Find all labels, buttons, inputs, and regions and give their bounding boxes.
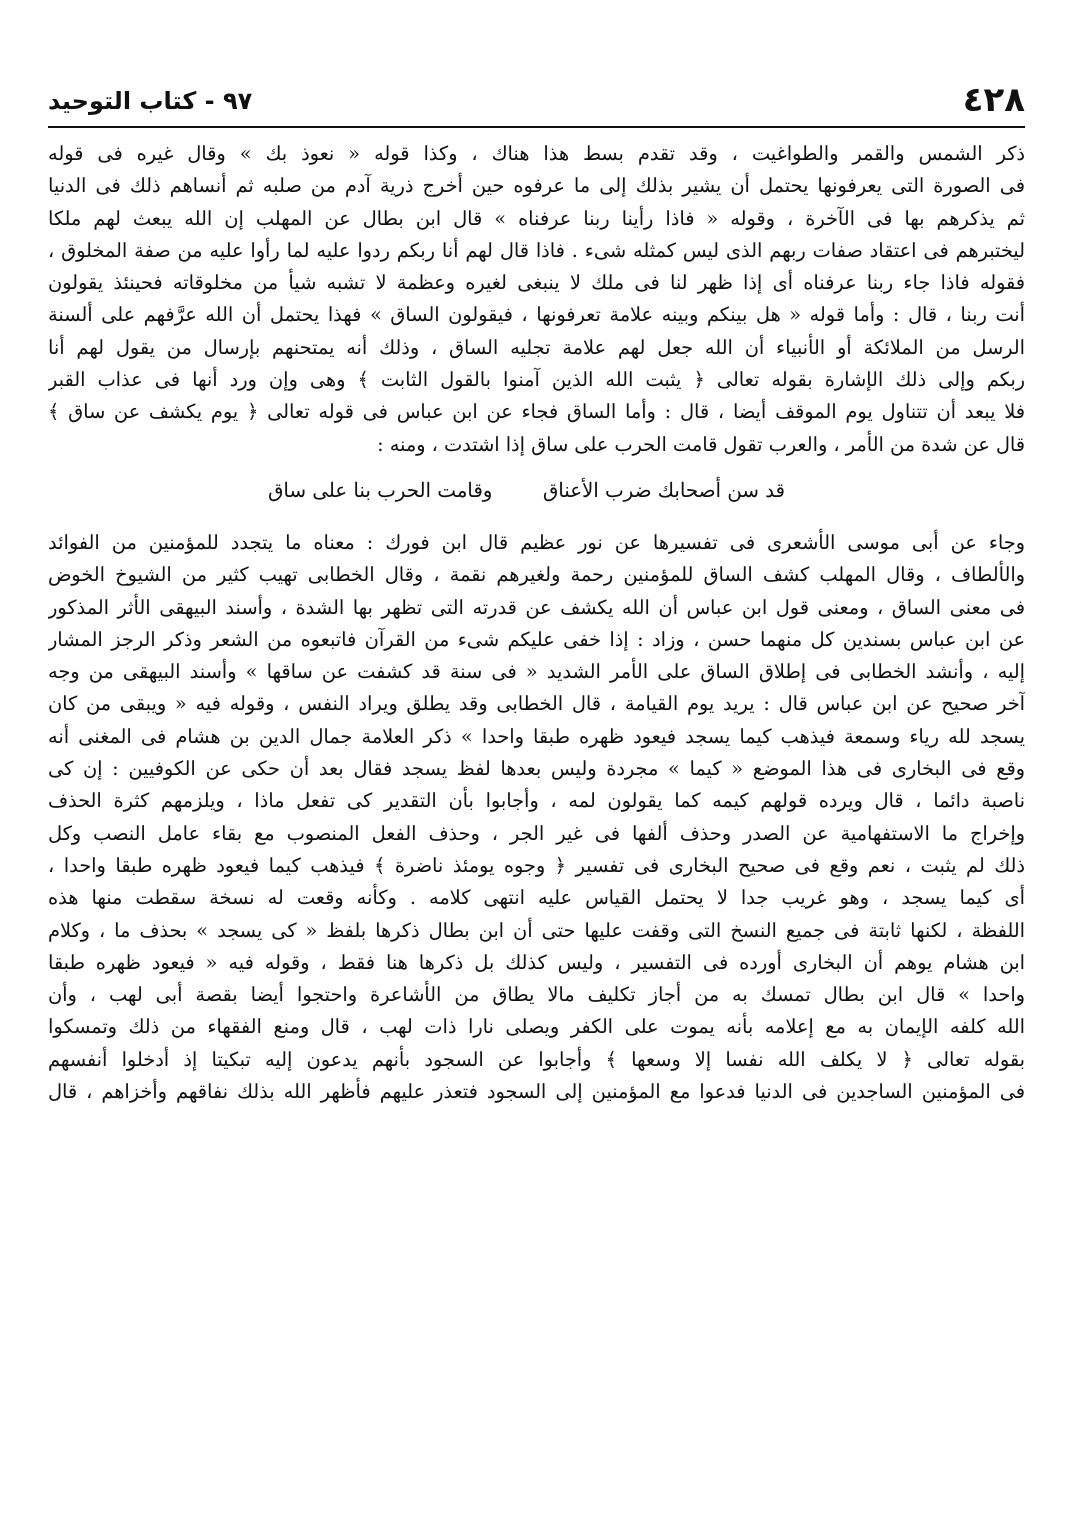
text-line: ربكم وإلى ذلك الإشارة بقوله تعالى ﴿ يثبت الله الذين آمنوا بالقول الثابت ﴾ وهى وإن ورد أنها فى عذاب القبر [48, 368, 1025, 392]
poem-hemistich-second: وقامت الحرب بنا على ساق [268, 478, 493, 502]
text-line: بقوله تعالى ﴿ لا يكلف الله نفسا إلا وسعها ﴾ وأجابوا عن السجود بأنهم يدعون إليه تبكيتا إذ أدخلوا أنفسهم [48, 1047, 1025, 1071]
running-title: ٩٧ - كتاب التوحيد [48, 87, 253, 115]
text-line: ابن هشام يوهم أن البخارى أورده فى التفسير ، وليس كذلك بل ذكرها هنا فقط ، وقوله فيه « فيعود ظهره طبقا [48, 950, 1025, 974]
poem-verse [48, 461, 1025, 527]
text-line: والألطاف ، وقال المهلب كشف الساق للمؤمنين رحمة ولغيرهم نقمة ، وقال الخطابى تهيب كثير من الشيوخ الخوض [48, 563, 1025, 587]
text-line: فلا يبعد أن تتناول يوم الموقف أيضا ، قال : وأما الساق فجاء عن ابن عباس فى قوله تعالى ﴿ يوم يكشف عن ساق ﴾ [48, 400, 1025, 424]
text-line: ذكر الشمس والقمر والطواغيت ، وقد تقدم بسط هذا هناك ، وكذا قوله « نعوذ بك » وقال غيره فى قوله [48, 142, 1025, 165]
text-line: ليختبرهم فى اعتقاد صفات ربهم الذى ليس كمثله شىء . فاذا قال لهم أنا ربكم ردوا عليه لما رأوا عليه من صفة المخلوق ، [48, 238, 1025, 262]
header-divider [48, 126, 1025, 128]
text-line: الله كلفه الإيمان به مع إعلامه بأنه يموت على الكفر ويصلى نارا ذات لهب ، قال ومنع الفقهاء من ذلك وتمسكوا [48, 1015, 1025, 1039]
text-line: وإخراج ما الاستفهامية عن الصدر وحذف ألفها فى غير الجر ، وحذف الفعل المنصوب مع بقاء عامل النصب وكل [48, 821, 1025, 845]
text-line: إليه ، وأنشد الخطابى فى إطلاق الساق على الأمر الشديد « فى سنة قد كشفت عن ساقها » وأسند البيهقى من وجه [48, 660, 1025, 684]
poem-line [268, 471, 785, 511]
text-line: ناصبة دائما ، قال ويرده قولهم كيمه كما يقولون لمه ، وأجابوا بأن التقدير كى تفعل ماذا ، ويلزمهم كثرة الحذف [48, 789, 1025, 813]
text-line: فى الصورة التى يعرفونها يحتمل أن يشير بذلك إلى ما عرفوه حين أخرج ذرية آدم من صلبه ثم أنساهم ذلك فى الدنيا [48, 174, 1025, 198]
text-line: ذلك لم يثبت ، نعم وقع فى صحيح البخارى فى تفسير ﴿ وجوه يومئذ ناضرة ﴾ فيذهب كيما فيعود ظهره طبقا واحدا ، [48, 853, 1025, 877]
text-line: أى كيما يسجد ، وهو غريب جدا لا يحتمل القياس عليه انتهى كلامه . وكأنه وقعت له نسخة سقطت منها هذه [48, 886, 1025, 910]
text-line: وقع فى البخارى فى هذا الموضع « كيما » مجردة وليس بعدها لفظ يسجد فقال بعد أن حكى عن الكوفيين : إن كى [48, 757, 1025, 781]
text-line: فقوله فاذا جاء ربنا عرفناه أى إذا ظهر لنا فى ملك لا ينبغى لغيره وعظمة لا تشبه شيأ من مخلوقاته فحينئذ يقولون [48, 271, 1025, 295]
text-line: وجاء عن أبى موسى الأشعرى فى تفسيرها عن نور عظيم قال ابن فورك : معناه ما يتجدد للمؤمنين من الفوائد [48, 530, 1025, 554]
page-number: ٤٢٨ [962, 80, 1025, 120]
text-line: فى معنى الساق ، ومعنى قول ابن عباس أن الله يكشف عن قدرته التى تظهر بها الشدة ، وأسند البيهقى الأثر المذكور [48, 595, 1025, 619]
text-line: الرسل من الملائكة أو الأنبياء أن الله جعل لهم علامة تجليه الساق ، وذلك أنه يمتحنهم بإرسال من يقول لهم أنا [48, 335, 1025, 359]
text-line: اللفظة ، لكنها ثابتة فى جميع النسخ التى وقفت عليها حتى أن ابن بطال ذكرها بلفظ « كى يسجد » بحذف ما ، وكلام [48, 918, 1025, 942]
poem-hemistich-first: قد سن أصحابك ضرب الأعناق [542, 478, 785, 502]
text-line: يسجد لله رياء وسمعة فيذهب كيما يسجد فيعود ظهره طبقا واحدا » ذكر العلامة جمال الدين بن هشام فى المغنى أنه [48, 724, 1025, 748]
text-line: ثم يذكرهم بها فى الآخرة ، وقوله « فاذا رأينا ربنا عرفناه » قال ابن بطال عن المهلب إن الله يبعث لهم ملكا [48, 206, 1025, 230]
text-line: أنت ربنا ، قال : وأما قوله « هل بينكم وبينه علامة تعرفونها ، فيقولون الساق » فهذا يحتمل أن الله عرَّفهم على ألسنة [48, 303, 1025, 327]
text-line: واحدا » قال ابن بطال تمسك به من أجاز تكليف مالا يطاق من الأشاعرة واحتجوا أيضا بقصة أبى لهب ، وأن [48, 983, 1025, 1007]
text-line: عن ابن عباس بسندين كل منهما حسن ، وزاد : إذا خفى عليكم شىء من القرآن فاتبعوه من الشعر وذكر الرجز المشار [48, 627, 1025, 651]
text-line: قال عن شدة من الأمر ، والعرب تقول قامت الحرب على ساق إذا اشتدت ، ومنه : [377, 432, 1025, 456]
page-body [48, 138, 1025, 1108]
text-line: فى المؤمنين الساجدين فى الدنيا فدعوا مع المؤمنين إلى السجود فتعذر عليهم فأظهر الله بذلك نفاقهم وأخزاهم ، قال [48, 1080, 1025, 1104]
text-line: آخر صحيح عن ابن عباس قال : يريد يوم القيامة ، قال الخطابى وقد يطلق ويراد النفس ، وقوله فيه « ويبقى من كان [48, 692, 1025, 716]
page-header [48, 80, 1025, 126]
